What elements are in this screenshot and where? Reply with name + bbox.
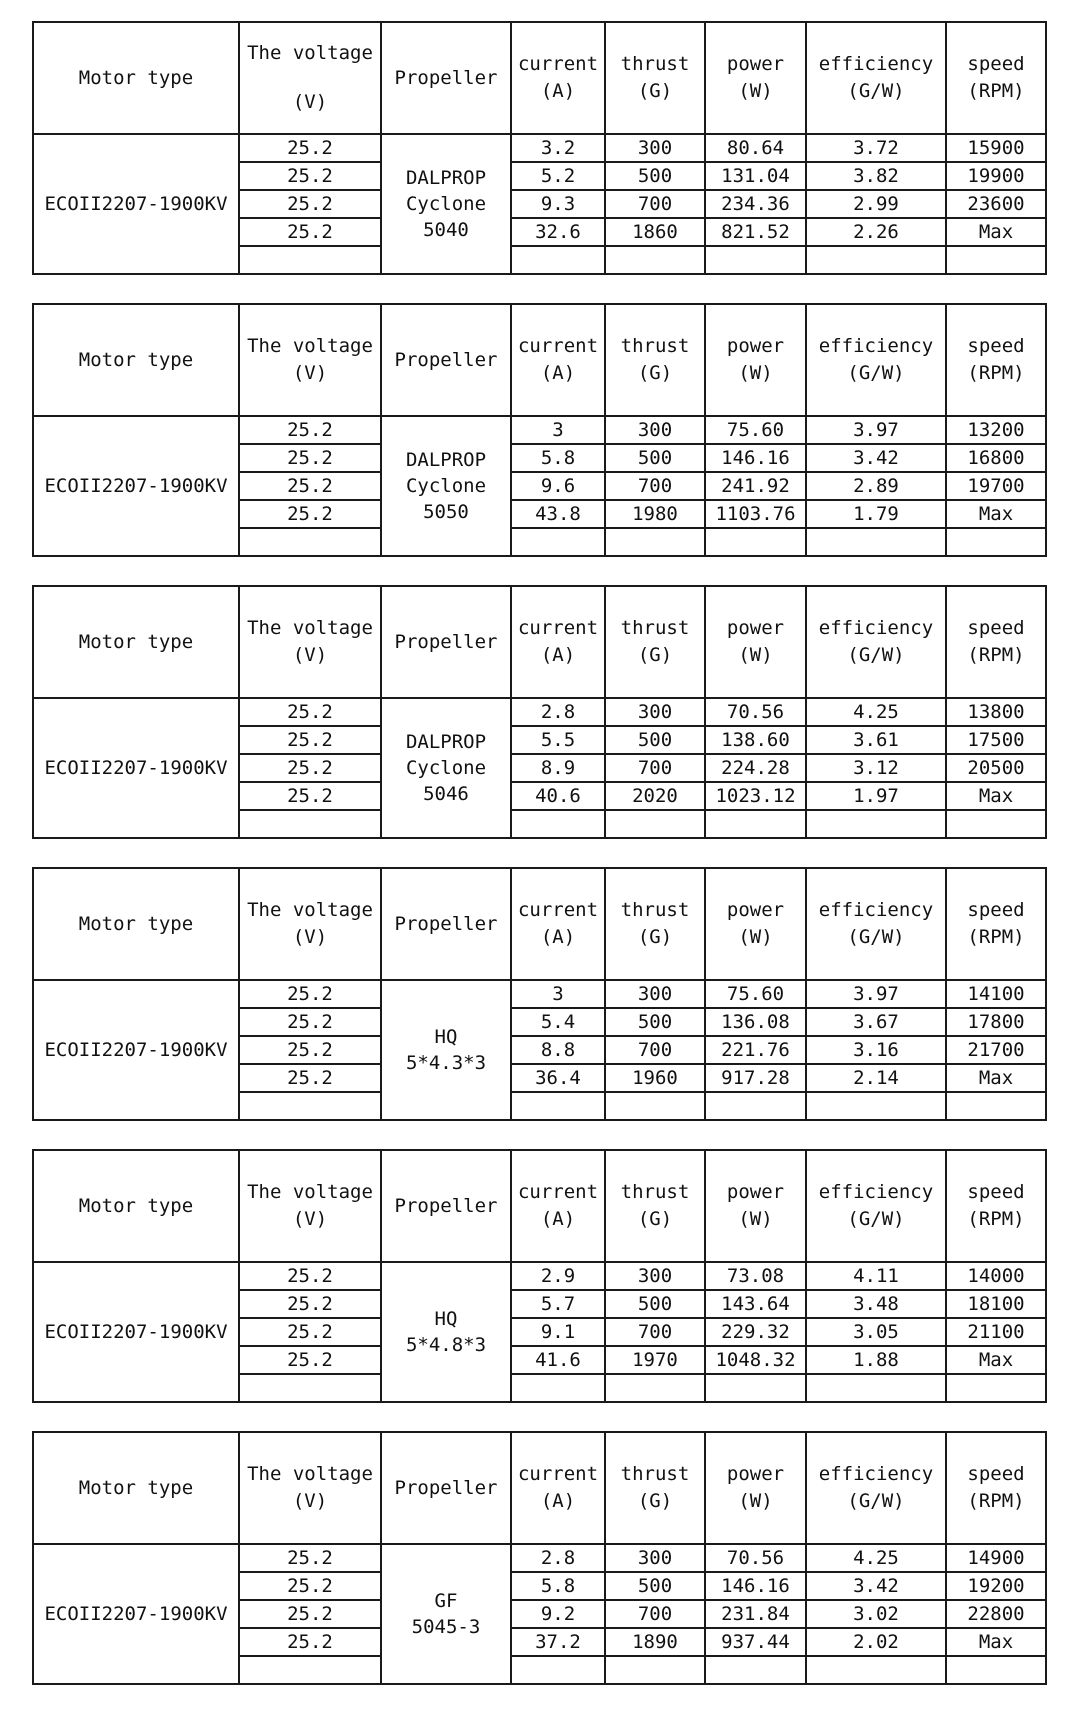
empty-cell	[705, 528, 806, 556]
empty-cell	[705, 810, 806, 838]
current-cell: 5.4	[511, 1008, 605, 1036]
header-row	[33, 586, 1046, 698]
speed-cell: 22800	[946, 1600, 1046, 1628]
thrust-header: thrust (G)	[605, 304, 705, 416]
efficiency-header: efficiency (G/W)	[806, 868, 946, 980]
speed-cell: 21100	[946, 1318, 1046, 1346]
empty-cell	[511, 810, 605, 838]
motor-type-header: Motor type	[33, 1432, 239, 1544]
power-cell: 229.32	[705, 1318, 806, 1346]
power-cell: 75.60	[705, 416, 806, 444]
voltage-cell: 25.2	[239, 1008, 381, 1036]
efficiency-cell: 2.89	[806, 472, 946, 500]
header-row	[33, 868, 1046, 980]
empty-cell	[806, 810, 946, 838]
propeller-header: Propeller	[381, 304, 511, 416]
motor-spec-table	[32, 303, 1047, 557]
power-cell: 73.08	[705, 1262, 806, 1290]
current-header: current (A)	[511, 868, 605, 980]
current-header: current (A)	[511, 586, 605, 698]
current-cell: 2.8	[511, 1544, 605, 1572]
empty-cell	[946, 246, 1046, 274]
speed-cell: 20500	[946, 754, 1046, 782]
header-row	[33, 22, 1046, 134]
power-cell: 70.56	[705, 1544, 806, 1572]
efficiency-cell: 1.97	[806, 782, 946, 810]
current-cell: 3.2	[511, 134, 605, 162]
voltage-cell: 25.2	[239, 162, 381, 190]
efficiency-cell: 3.02	[806, 1600, 946, 1628]
table-row	[33, 134, 1046, 162]
thrust-cell: 500	[605, 726, 705, 754]
empty-cell	[511, 1092, 605, 1120]
efficiency-cell: 2.26	[806, 218, 946, 246]
thrust-cell: 1970	[605, 1346, 705, 1374]
voltage-cell: 25.2	[239, 1064, 381, 1092]
current-cell: 9.6	[511, 472, 605, 500]
propeller-line: 5050	[423, 501, 469, 523]
power-header: power (W)	[705, 304, 806, 416]
thrust-cell: 700	[605, 190, 705, 218]
motor-type-cell: ECOII2207-1900KV	[33, 1262, 239, 1402]
current-cell: 32.6	[511, 218, 605, 246]
current-cell: 5.8	[511, 1572, 605, 1600]
power-cell: 146.16	[705, 1572, 806, 1600]
propeller-header: Propeller	[381, 586, 511, 698]
current-header: current (A)	[511, 1432, 605, 1544]
voltage-cell: 25.2	[239, 754, 381, 782]
motor-type-cell: ECOII2207-1900KV	[33, 416, 239, 556]
thrust-cell: 500	[605, 1290, 705, 1318]
power-cell: 131.04	[705, 162, 806, 190]
efficiency-cell: 3.72	[806, 134, 946, 162]
propeller-line: 5040	[423, 219, 469, 241]
thrust-header: thrust (G)	[605, 22, 705, 134]
speed-cell: Max	[946, 1628, 1046, 1656]
thrust-cell: 700	[605, 1318, 705, 1346]
motor-type-cell: ECOII2207-1900KV	[33, 134, 239, 274]
propeller-header: Propeller	[381, 22, 511, 134]
power-header: power (W)	[705, 1432, 806, 1544]
motor-spec-table	[32, 1149, 1047, 1403]
power-cell: 241.92	[705, 472, 806, 500]
propeller-header: Propeller	[381, 1150, 511, 1262]
speed-cell: 21700	[946, 1036, 1046, 1064]
efficiency-cell: 3.48	[806, 1290, 946, 1318]
voltage-cell: 25.2	[239, 980, 381, 1008]
power-cell: 224.28	[705, 754, 806, 782]
voltage-cell: 25.2	[239, 1628, 381, 1656]
efficiency-cell: 1.79	[806, 500, 946, 528]
empty-cell	[946, 810, 1046, 838]
table-row	[33, 980, 1046, 1008]
propeller-line: 5046	[423, 783, 469, 805]
efficiency-cell: 3.82	[806, 162, 946, 190]
thrust-cell: 700	[605, 1600, 705, 1628]
thrust-header: thrust (G)	[605, 1150, 705, 1262]
propeller-line: 5*4.8*3	[405, 1334, 487, 1356]
efficiency-cell: 2.14	[806, 1064, 946, 1092]
power-cell: 231.84	[705, 1600, 806, 1628]
empty-cell	[239, 810, 381, 838]
voltage-cell: 25.2	[239, 1346, 381, 1374]
current-header: current (A)	[511, 304, 605, 416]
empty-cell	[806, 1092, 946, 1120]
propeller-line: HQ	[434, 1308, 458, 1330]
efficiency-cell: 3.05	[806, 1318, 946, 1346]
table-row	[33, 698, 1046, 726]
power-cell: 1103.76	[705, 500, 806, 528]
efficiency-cell: 3.12	[806, 754, 946, 782]
current-cell: 5.7	[511, 1290, 605, 1318]
empty-cell	[605, 1656, 705, 1684]
empty-cell	[946, 1092, 1046, 1120]
empty-cell	[946, 1656, 1046, 1684]
thrust-header: thrust (G)	[605, 586, 705, 698]
efficiency-header: efficiency (G/W)	[806, 304, 946, 416]
motor-spec-table	[32, 21, 1047, 275]
current-header: current (A)	[511, 22, 605, 134]
voltage-cell: 25.2	[239, 1544, 381, 1572]
current-cell: 2.9	[511, 1262, 605, 1290]
power-cell: 75.60	[705, 980, 806, 1008]
power-cell: 221.76	[705, 1036, 806, 1064]
current-cell: 41.6	[511, 1346, 605, 1374]
voltage-cell: 25.2	[239, 1572, 381, 1600]
empty-cell	[806, 528, 946, 556]
empty-cell	[946, 1374, 1046, 1402]
speed-header: speed (RPM)	[946, 868, 1046, 980]
speed-header: speed (RPM)	[946, 586, 1046, 698]
efficiency-cell: 3.16	[806, 1036, 946, 1064]
propeller-line: HQ	[434, 1026, 458, 1048]
voltage-cell: 25.2	[239, 190, 381, 218]
power-cell: 136.08	[705, 1008, 806, 1036]
voltage-header: The voltage (V)	[239, 1150, 381, 1262]
empty-cell	[605, 1374, 705, 1402]
power-cell: 1048.32	[705, 1346, 806, 1374]
propeller-line: Cyclone	[405, 757, 487, 779]
voltage-cell: 25.2	[239, 1036, 381, 1064]
speed-cell: 19200	[946, 1572, 1046, 1600]
header-row	[33, 304, 1046, 416]
power-cell: 70.56	[705, 698, 806, 726]
voltage-header: The voltage (V)	[239, 868, 381, 980]
propeller-header: Propeller	[381, 868, 511, 980]
current-cell: 5.8	[511, 444, 605, 472]
empty-cell	[806, 1656, 946, 1684]
power-header: power (W)	[705, 586, 806, 698]
voltage-header-gap	[240, 67, 380, 89]
motor-type-cell: ECOII2207-1900KV	[33, 698, 239, 838]
speed-cell: 18100	[946, 1290, 1046, 1318]
efficiency-cell: 3.97	[806, 416, 946, 444]
thrust-cell: 500	[605, 444, 705, 472]
voltage-header: The voltage (V)	[239, 304, 381, 416]
voltage-cell: 25.2	[239, 698, 381, 726]
propeller-line: 5045-3	[411, 1616, 481, 1638]
power-cell: 80.64	[705, 134, 806, 162]
motor-type-header: Motor type	[33, 304, 239, 416]
current-cell: 43.8	[511, 500, 605, 528]
voltage-cell: 25.2	[239, 782, 381, 810]
motor-type-cell: ECOII2207-1900KV	[33, 980, 239, 1120]
propeller-cell	[381, 416, 511, 556]
empty-cell	[806, 1374, 946, 1402]
thrust-cell: 300	[605, 134, 705, 162]
propeller-line: Cyclone	[405, 193, 487, 215]
efficiency-cell: 3.67	[806, 1008, 946, 1036]
propeller-line: GF	[434, 1590, 458, 1612]
speed-cell: 14100	[946, 980, 1046, 1008]
efficiency-cell: 3.42	[806, 444, 946, 472]
motor-type-header: Motor type	[33, 22, 239, 134]
speed-cell: 17800	[946, 1008, 1046, 1036]
speed-header: speed (RPM)	[946, 22, 1046, 134]
power-cell: 821.52	[705, 218, 806, 246]
voltage-cell: 25.2	[239, 1600, 381, 1628]
spec-tables-container	[32, 21, 1045, 1713]
voltage-cell: 25.2	[239, 726, 381, 754]
speed-cell: 19900	[946, 162, 1046, 190]
power-cell: 1023.12	[705, 782, 806, 810]
propeller-line: DALPROP	[405, 731, 487, 753]
empty-cell	[705, 1656, 806, 1684]
efficiency-header: efficiency (G/W)	[806, 1150, 946, 1262]
empty-cell	[239, 1092, 381, 1120]
motor-spec-table	[32, 585, 1047, 839]
motor-spec-table	[32, 867, 1047, 1121]
voltage-cell: 25.2	[239, 1262, 381, 1290]
thrust-cell: 300	[605, 1544, 705, 1572]
current-cell: 2.8	[511, 698, 605, 726]
empty-cell	[239, 528, 381, 556]
empty-cell	[511, 246, 605, 274]
propeller-cell	[381, 1262, 511, 1402]
empty-cell	[511, 1374, 605, 1402]
speed-cell: 23600	[946, 190, 1046, 218]
current-cell: 40.6	[511, 782, 605, 810]
header-row	[33, 1150, 1046, 1262]
thrust-header: thrust (G)	[605, 1432, 705, 1544]
propeller-cell	[381, 980, 511, 1120]
power-cell: 917.28	[705, 1064, 806, 1092]
speed-cell: 14900	[946, 1544, 1046, 1572]
efficiency-cell: 3.42	[806, 1572, 946, 1600]
power-header: power (W)	[705, 1150, 806, 1262]
voltage-cell: 25.2	[239, 218, 381, 246]
thrust-cell: 2020	[605, 782, 705, 810]
speed-header: speed (RPM)	[946, 1150, 1046, 1262]
thrust-cell: 500	[605, 162, 705, 190]
thrust-cell: 700	[605, 1036, 705, 1064]
thrust-cell: 700	[605, 472, 705, 500]
power-header: power (W)	[705, 868, 806, 980]
current-cell: 37.2	[511, 1628, 605, 1656]
propeller-cell	[381, 1544, 511, 1684]
efficiency-header: efficiency (G/W)	[806, 22, 946, 134]
empty-cell	[946, 528, 1046, 556]
current-cell: 5.5	[511, 726, 605, 754]
propeller-cell	[381, 698, 511, 838]
table-row	[33, 416, 1046, 444]
empty-cell	[605, 1092, 705, 1120]
empty-cell	[511, 1656, 605, 1684]
speed-cell: 14000	[946, 1262, 1046, 1290]
thrust-cell: 1980	[605, 500, 705, 528]
thrust-cell: 1960	[605, 1064, 705, 1092]
voltage-header: The voltage (V)	[239, 1432, 381, 1544]
speed-cell: 13200	[946, 416, 1046, 444]
efficiency-cell: 3.97	[806, 980, 946, 1008]
empty-cell	[605, 246, 705, 274]
voltage-cell: 25.2	[239, 134, 381, 162]
empty-cell	[605, 810, 705, 838]
voltage-header: The voltage (V)	[239, 22, 381, 134]
speed-cell: 15900	[946, 134, 1046, 162]
speed-cell: Max	[946, 1346, 1046, 1374]
propeller-cell	[381, 134, 511, 274]
current-cell: 36.4	[511, 1064, 605, 1092]
current-header: current (A)	[511, 1150, 605, 1262]
propeller-line: Cyclone	[405, 475, 487, 497]
voltage-header: The voltage (V)	[239, 586, 381, 698]
empty-cell	[705, 246, 806, 274]
empty-cell	[705, 1374, 806, 1402]
thrust-header: thrust (G)	[605, 868, 705, 980]
current-cell: 5.2	[511, 162, 605, 190]
empty-cell	[605, 528, 705, 556]
voltage-cell: 25.2	[239, 416, 381, 444]
power-cell: 146.16	[705, 444, 806, 472]
thrust-cell: 300	[605, 416, 705, 444]
motor-spec-table	[32, 1431, 1047, 1685]
current-cell: 9.3	[511, 190, 605, 218]
efficiency-cell: 3.61	[806, 726, 946, 754]
current-cell: 3	[511, 980, 605, 1008]
thrust-cell: 500	[605, 1572, 705, 1600]
propeller-line: DALPROP	[405, 167, 487, 189]
thrust-cell: 700	[605, 754, 705, 782]
efficiency-cell: 4.25	[806, 1544, 946, 1572]
thrust-cell: 300	[605, 698, 705, 726]
empty-cell	[239, 246, 381, 274]
thrust-cell: 300	[605, 1262, 705, 1290]
efficiency-cell: 1.88	[806, 1346, 946, 1374]
thrust-cell: 1890	[605, 1628, 705, 1656]
speed-cell: Max	[946, 1064, 1046, 1092]
current-cell: 8.9	[511, 754, 605, 782]
speed-cell: Max	[946, 782, 1046, 810]
current-cell: 9.2	[511, 1600, 605, 1628]
empty-cell	[705, 1092, 806, 1120]
empty-cell	[239, 1374, 381, 1402]
efficiency-cell: 4.11	[806, 1262, 946, 1290]
speed-cell: 17500	[946, 726, 1046, 754]
power-cell: 234.36	[705, 190, 806, 218]
speed-header: speed (RPM)	[946, 304, 1046, 416]
current-cell: 8.8	[511, 1036, 605, 1064]
propeller-line: DALPROP	[405, 449, 487, 471]
efficiency-header: efficiency (G/W)	[806, 586, 946, 698]
power-cell: 138.60	[705, 726, 806, 754]
speed-cell: Max	[946, 500, 1046, 528]
voltage-cell: 25.2	[239, 1290, 381, 1318]
efficiency-cell: 2.99	[806, 190, 946, 218]
speed-cell: 16800	[946, 444, 1046, 472]
power-cell: 937.44	[705, 1628, 806, 1656]
motor-type-cell: ECOII2207-1900KV	[33, 1544, 239, 1684]
thrust-cell: 500	[605, 1008, 705, 1036]
empty-cell	[806, 246, 946, 274]
efficiency-cell: 4.25	[806, 698, 946, 726]
motor-type-header: Motor type	[33, 1150, 239, 1262]
efficiency-cell: 2.02	[806, 1628, 946, 1656]
current-cell: 9.1	[511, 1318, 605, 1346]
voltage-cell: 25.2	[239, 1318, 381, 1346]
thrust-cell: 1860	[605, 218, 705, 246]
header-row	[33, 1432, 1046, 1544]
empty-cell	[511, 528, 605, 556]
motor-type-header: Motor type	[33, 868, 239, 980]
thrust-cell: 300	[605, 980, 705, 1008]
table-row	[33, 1262, 1046, 1290]
speed-cell: Max	[946, 218, 1046, 246]
efficiency-header: efficiency (G/W)	[806, 1432, 946, 1544]
speed-cell: 13800	[946, 698, 1046, 726]
current-cell: 3	[511, 416, 605, 444]
speed-cell: 19700	[946, 472, 1046, 500]
motor-type-header: Motor type	[33, 586, 239, 698]
power-header: power (W)	[705, 22, 806, 134]
propeller-line: 5*4.3*3	[405, 1052, 487, 1074]
power-cell: 143.64	[705, 1290, 806, 1318]
empty-cell	[239, 1656, 381, 1684]
table-row	[33, 1544, 1046, 1572]
propeller-header: Propeller	[381, 1432, 511, 1544]
voltage-cell: 25.2	[239, 444, 381, 472]
speed-header: speed (RPM)	[946, 1432, 1046, 1544]
voltage-cell: 25.2	[239, 472, 381, 500]
voltage-cell: 25.2	[239, 500, 381, 528]
